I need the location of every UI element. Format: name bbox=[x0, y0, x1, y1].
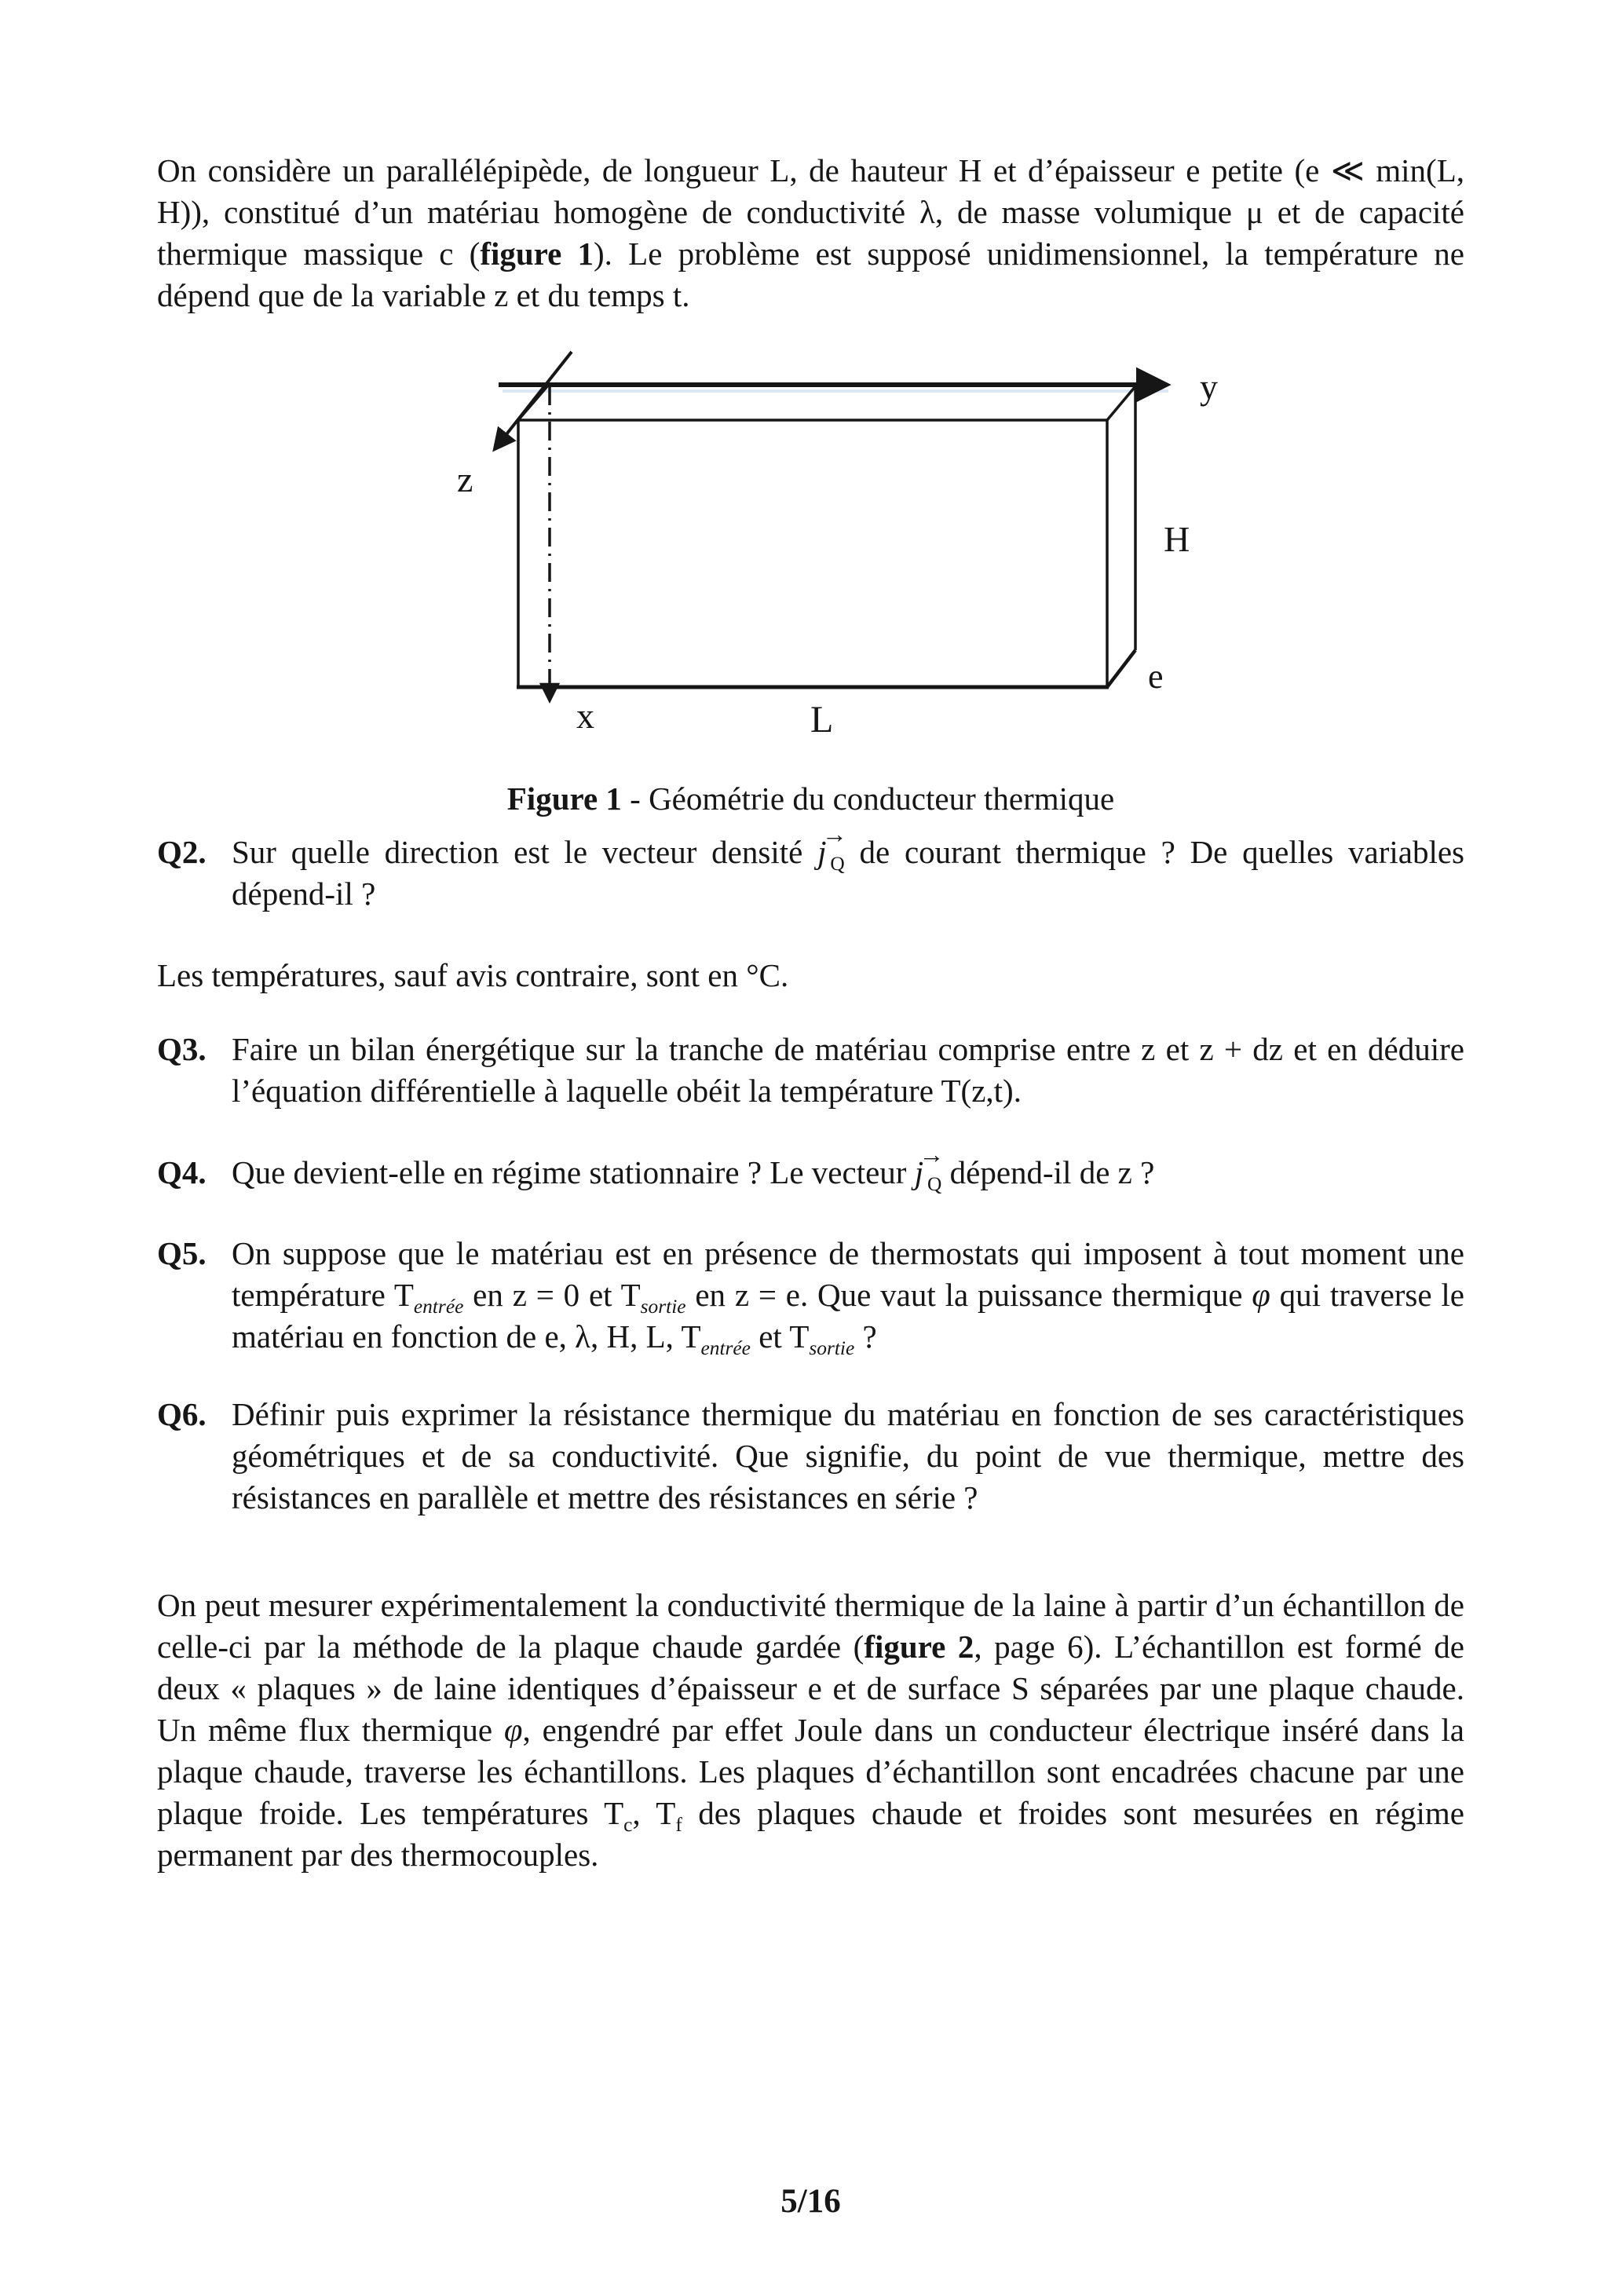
question-q6-label: Q6. bbox=[157, 1396, 207, 1432]
closing-text-4: , T bbox=[632, 1795, 676, 1831]
closing-text-5: des plaques chaude et froides sont mesurées en régime permanent par des thermocouples. bbox=[157, 1795, 1464, 1873]
y-axis-label: y bbox=[1200, 367, 1218, 407]
heat-current-density-vector bbox=[914, 1140, 945, 1194]
t-entree-subscript: entrée bbox=[413, 1296, 464, 1318]
figure-1-caption-bold: Figure 1 bbox=[506, 781, 622, 817]
box-bottom-right-edge bbox=[1107, 650, 1135, 687]
question-q2-label: Q2. bbox=[157, 834, 207, 870]
question-q3-text: Faire un bilan énergétique sur la tranche de matériau comprise entre z et z + dz et en déduire l’équation différentielle à laquelle obéit la température T(z,t). bbox=[232, 1031, 1464, 1109]
t-entree-subscript: entrée bbox=[700, 1337, 751, 1360]
figure-1-caption-text: - Géométrie du conducteur thermique bbox=[621, 781, 1115, 817]
figure-1-caption bbox=[157, 780, 1464, 817]
q4-text-1: Que devient-elle en régime stationnaire ? Le vecteur bbox=[232, 1154, 915, 1190]
closing-text-2: , page 6). L’échantillon est formé de deux « plaques » de laine identiques d’épaisseur e et de surface S séparées par une plaque chaude. Un même flux thermique bbox=[157, 1629, 1464, 1748]
question-q4 bbox=[157, 1140, 1464, 1196]
question-q5 bbox=[157, 1233, 1464, 1358]
t-hot-subscript: c bbox=[623, 1814, 633, 1837]
t-cold-subscript: f bbox=[675, 1814, 682, 1837]
question-q2-text bbox=[232, 820, 1465, 915]
question-q4-label: Q4. bbox=[157, 1154, 207, 1190]
question-q3 bbox=[157, 1029, 1464, 1112]
figure-2-reference: figure 2 bbox=[864, 1629, 974, 1665]
vector-arrow: → bbox=[919, 1140, 945, 1168]
vector-letter: j bbox=[817, 834, 827, 870]
intro-text-2: ). Le problème est supposé unidimensionnel, la température ne dépend que de la variable z et du temps t. bbox=[157, 236, 1464, 313]
closing-paragraph bbox=[157, 1585, 1464, 1876]
question-q3-label: Q3. bbox=[157, 1031, 207, 1067]
z-axis-label: z bbox=[457, 459, 473, 499]
heat-current-density-vector bbox=[817, 820, 847, 873]
length-dimension-label: L bbox=[810, 699, 834, 740]
figure-1-reference: figure 1 bbox=[480, 236, 594, 272]
q2-text-2: de courant thermique ? De quelles variables dépend-il ? bbox=[232, 834, 1465, 912]
closing-text-3: , engendré par effet Joule dans un conducteur électrique inséré dans la plaque chaude, traverse les échantillons. Les plaques d’échantillon sont encadrées chacune par une plaque froide. Les températures T bbox=[157, 1712, 1464, 1831]
question-q4-text bbox=[232, 1140, 1464, 1196]
q5-text-6: ? bbox=[854, 1318, 877, 1355]
vector-subscript: Q bbox=[830, 853, 845, 876]
height-dimension-label: H bbox=[1164, 519, 1190, 559]
t-sortie-subscript: sortie bbox=[809, 1337, 855, 1360]
question-q2 bbox=[157, 820, 1465, 915]
q5-text-1: On suppose que le matériau est en présence de thermostats qui imposent à tout moment une température T bbox=[232, 1235, 1464, 1313]
vector-arrow: → bbox=[821, 820, 847, 848]
page-number: 5/16 bbox=[780, 2183, 841, 2220]
q5-text-5: et T bbox=[750, 1318, 810, 1355]
question-q5-text bbox=[232, 1233, 1464, 1358]
x-axis-label: x bbox=[576, 696, 594, 736]
question-q6 bbox=[157, 1394, 1464, 1519]
q2-text-1: Sur quelle direction est le vecteur densité bbox=[232, 834, 818, 870]
thickness-dimension-label: e bbox=[1148, 657, 1164, 696]
figure-1-diagram bbox=[424, 338, 1280, 754]
q5-text-2: en z = 0 et T bbox=[463, 1277, 641, 1313]
t-sortie-subscript: sortie bbox=[640, 1296, 686, 1318]
q4-text-2: dépend-il de z ? bbox=[941, 1154, 1155, 1190]
closing-text-1: On peut mesurer expérimentalement la conductivité thermique de la laine à partir d’un échantillon de celle-ci par la méthode de la plaque chaude gardée ( bbox=[157, 1587, 1464, 1665]
q5-text-3: en z = e. Que vaut la puissance thermique bbox=[685, 1277, 1252, 1313]
question-q6-text: Définir puis exprimer la résistance thermique du matériau en fonction de ses caractéristiques géométriques et de sa conductivité. Que signifie, du point de vue thermique, mettre des résistances en parallèle et mettre des résistances en série ? bbox=[232, 1396, 1464, 1515]
phi-symbol: φ bbox=[503, 1712, 523, 1749]
question-q5-label: Q5. bbox=[157, 1235, 207, 1271]
intro-text-1: On considère un parallélépipède, de longueur L, de hauteur H et d’épaisseur e petite (e ≪ min(L, H)), constitué d’un matériau homogène de conductivité λ, de masse volumique μ et de capacité thermique massique c ( bbox=[157, 152, 1464, 272]
vector-letter: j bbox=[914, 1154, 924, 1190]
temperature-unit-note: Les températures, sauf avis contraire, sont en °C. bbox=[157, 957, 789, 993]
vector-subscript: Q bbox=[927, 1173, 942, 1196]
phi-symbol: φ bbox=[1252, 1277, 1270, 1314]
box-front-face bbox=[518, 420, 1107, 687]
q5-text-4: qui traverse le matériau en fonction de e, λ, H, L, T bbox=[232, 1277, 1464, 1355]
intro-paragraph bbox=[157, 150, 1464, 316]
